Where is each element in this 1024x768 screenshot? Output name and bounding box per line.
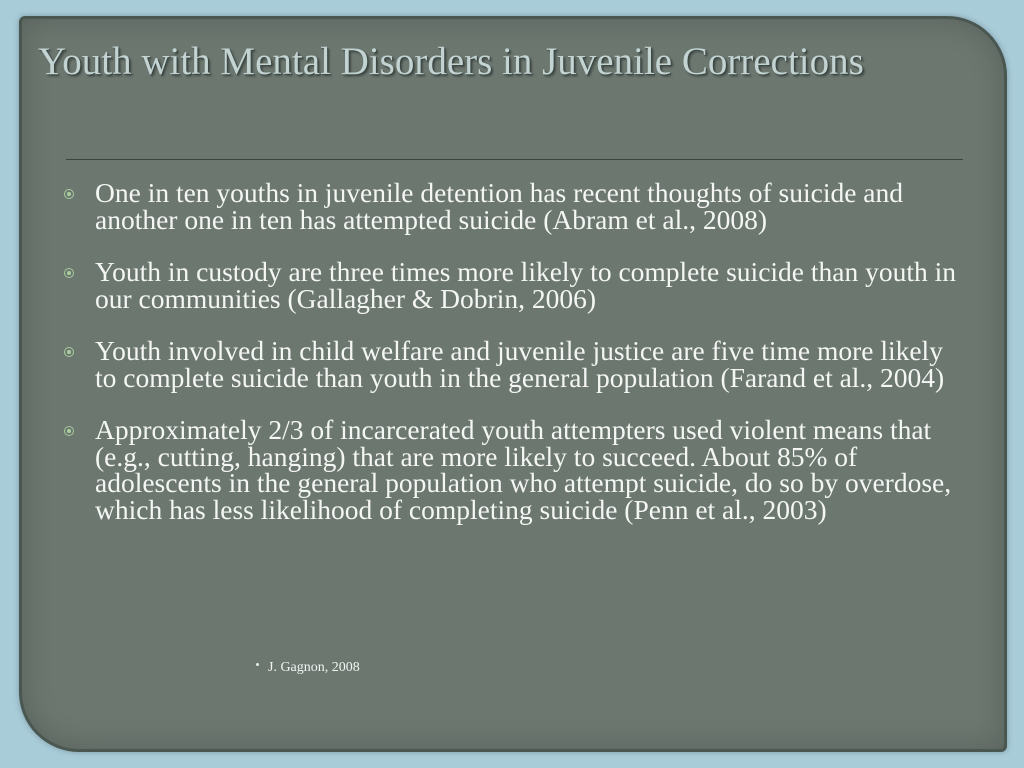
bullet-icon xyxy=(64,347,74,357)
slide-title: Youth with Mental Disorders in Juvenile Corrections xyxy=(38,40,864,83)
citation-text: J. Gagnon, 2008 xyxy=(268,660,360,675)
bullet-icon xyxy=(64,268,74,278)
bullet-list xyxy=(60,177,960,549)
bullet-item xyxy=(60,177,960,235)
bullet-icon xyxy=(64,189,74,199)
bullet-text: Approximately 2/3 of incarcerated youth attempters used violent means that (e.g., cutting, hanging) that are more likely to succeed. About 85% of adolescents in the general population who attempt suicide, do so by overdose, which has less likelihood of completing suicide (Penn et al., 2003) xyxy=(95,414,952,525)
bullet-item xyxy=(60,256,960,314)
title-divider xyxy=(66,159,963,160)
bullet-dot-icon xyxy=(256,663,259,666)
bullet-icon xyxy=(64,426,74,436)
bullet-text: Youth in custody are three times more likely to complete suicide than youth in our communities (Gallagher & Dobrin, 2006) xyxy=(95,256,956,314)
bullet-item xyxy=(60,335,960,393)
bullet-text: Youth involved in child welfare and juvenile justice are five time more likely to complete suicide than youth in the general population (Farand et al., 2004) xyxy=(95,335,945,393)
bullet-text: One in ten youths in juvenile detention has recent thoughts of suicide and another one in ten has attempted suicide (Abram et al., 2008) xyxy=(95,177,904,235)
bullet-item xyxy=(60,414,960,525)
citation xyxy=(256,660,360,676)
